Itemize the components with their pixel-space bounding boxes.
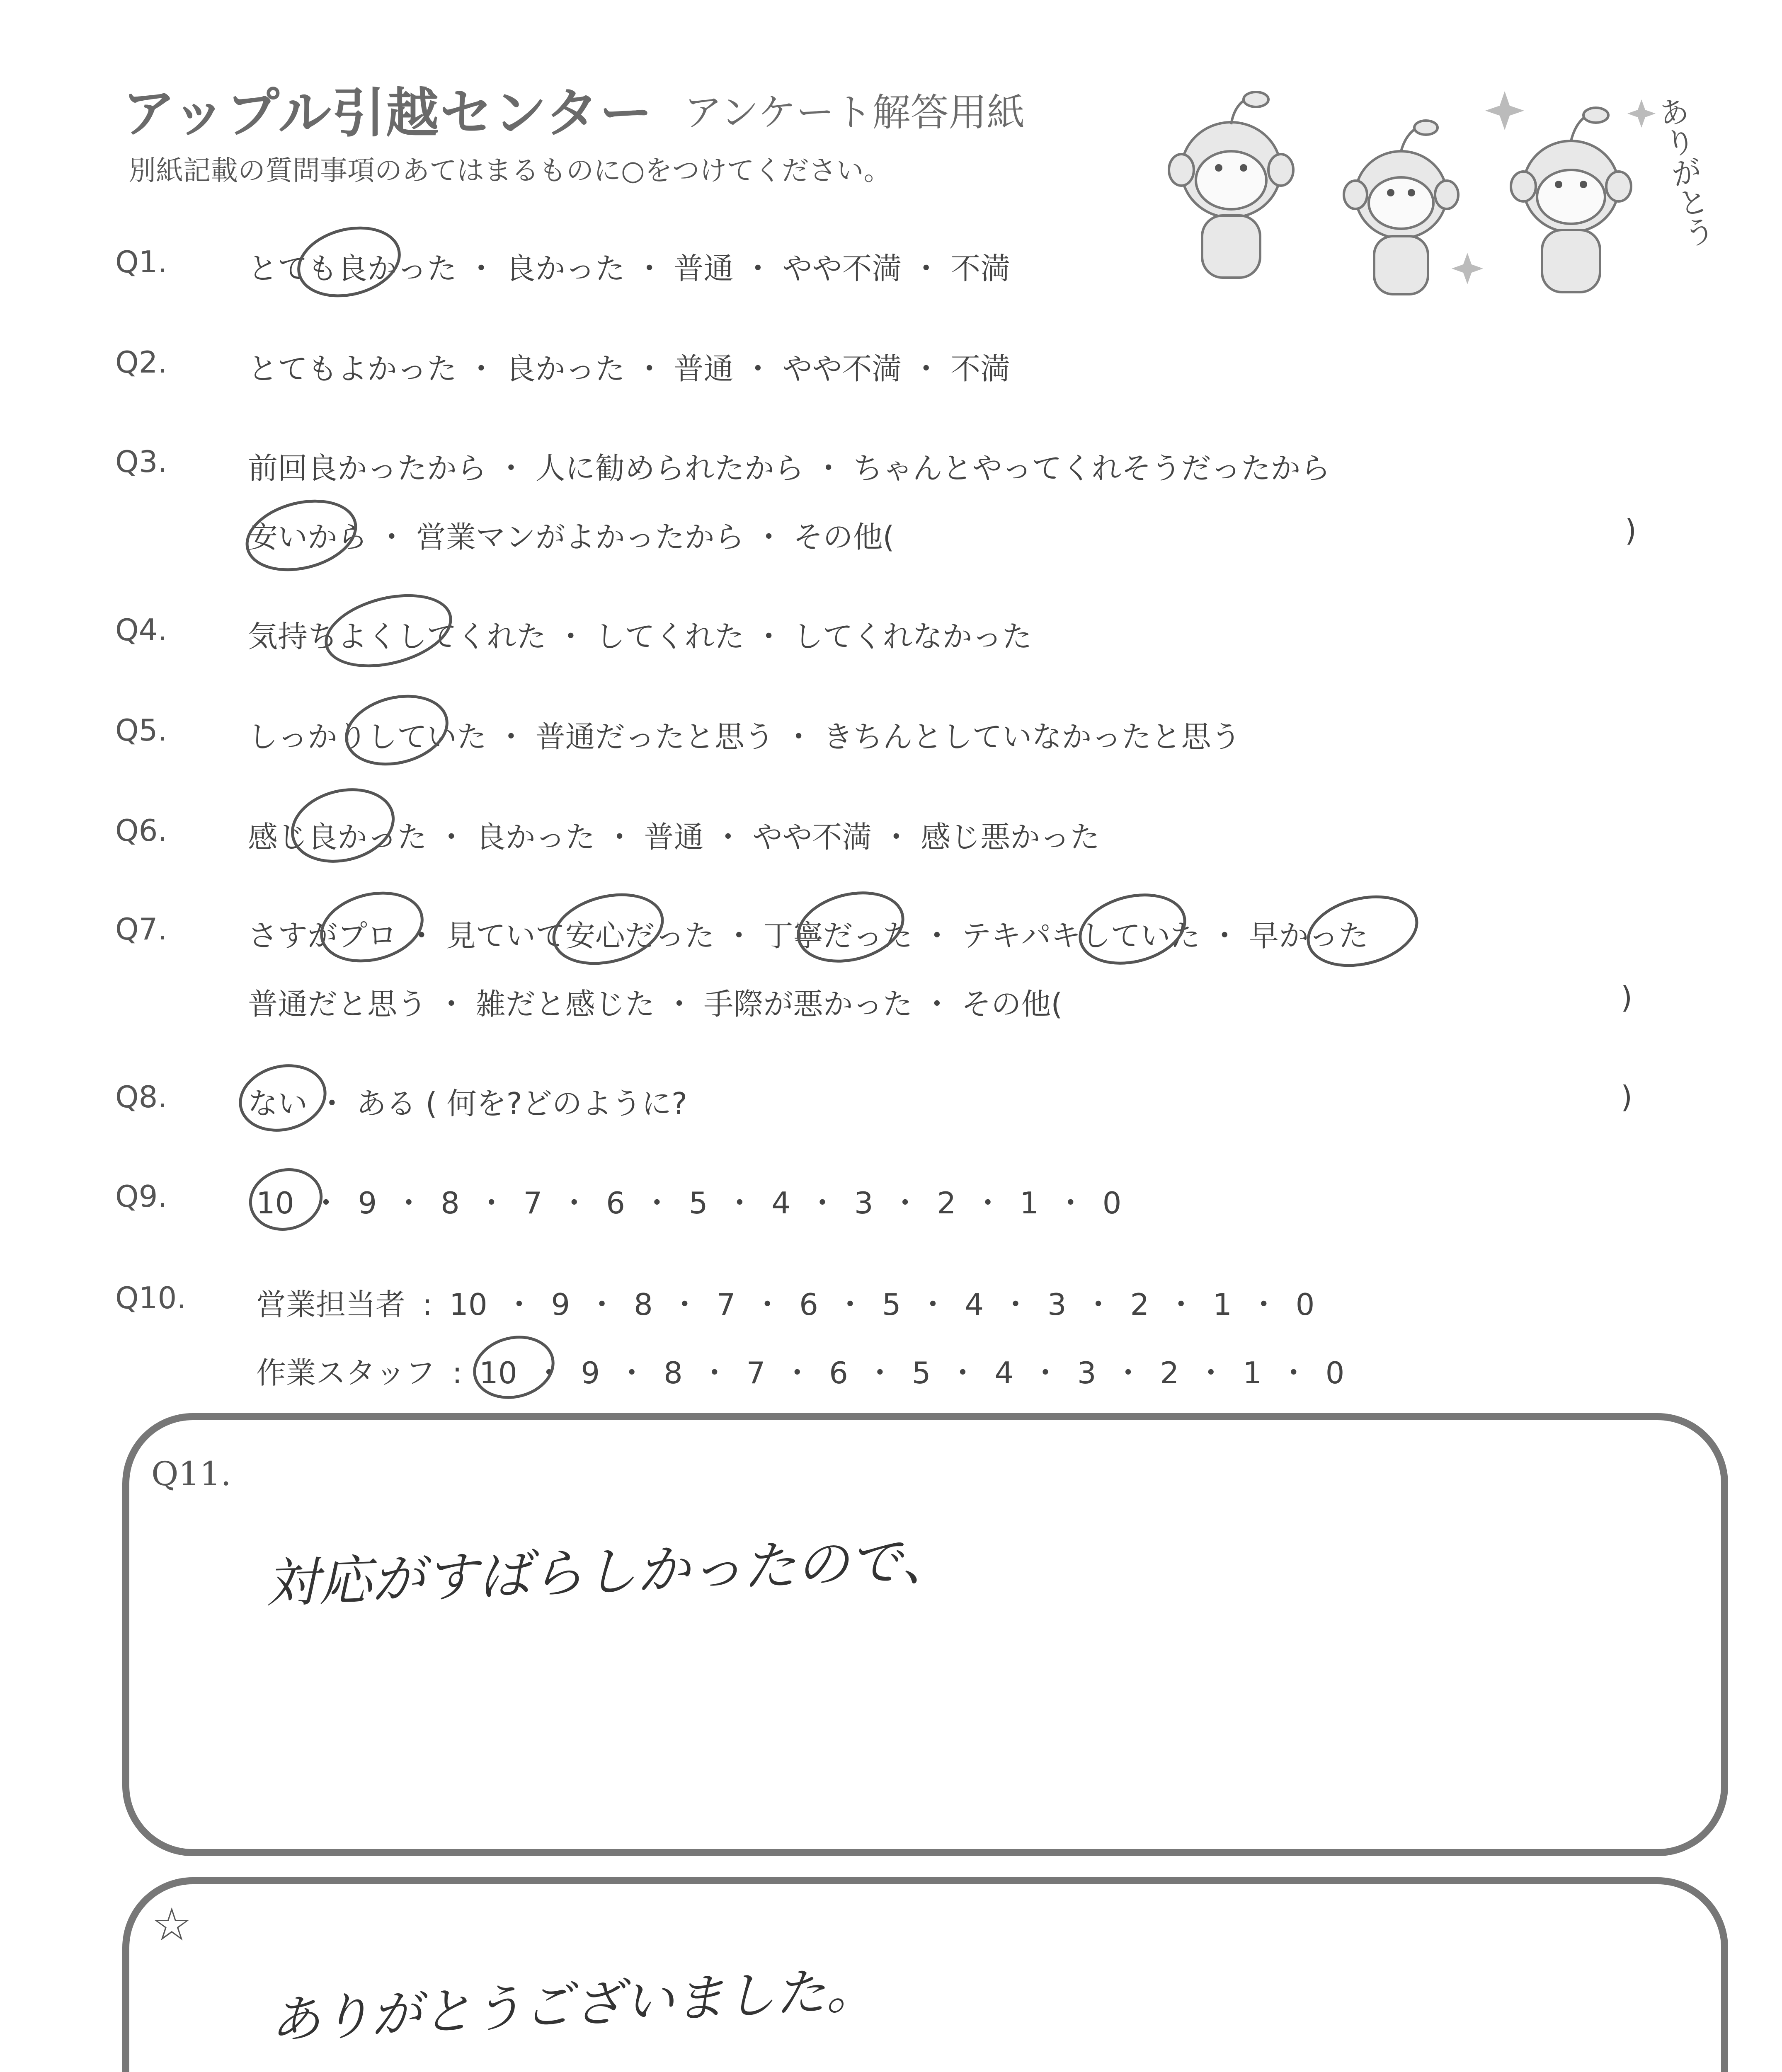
answer-circle-q7-tekipaki bbox=[1071, 883, 1194, 975]
q8-close-paren: ) bbox=[1621, 1080, 1633, 1114]
answer-circle-q7-pro bbox=[313, 881, 431, 973]
form-subtitle: アンケート解答用紙 bbox=[684, 90, 1025, 135]
answer-circle-q3 bbox=[238, 489, 365, 582]
q7-close-paren: ) bbox=[1621, 980, 1633, 1015]
mascot-illustration bbox=[1152, 75, 1700, 307]
q1-number: Q1. bbox=[115, 244, 167, 279]
q6-number: Q6. bbox=[115, 813, 167, 848]
q3-number: Q3. bbox=[115, 444, 167, 479]
q3-options-line2[interactable]: 安いから ・ 営業マンがよかったから ・ その他( bbox=[248, 520, 895, 554]
q4-number: Q4. bbox=[115, 612, 167, 647]
answer-circle-q7-hayakatta bbox=[1299, 884, 1426, 978]
q7-options-line1[interactable]: さすがプロ ・ 見ていて安心だった ・ 丁寧だった ・ テキパキしていた ・ 早かった bbox=[248, 918, 1369, 953]
q7-number: Q7. bbox=[115, 912, 167, 946]
answer-circle-q10-staff bbox=[466, 1327, 561, 1407]
answer-circle-q1 bbox=[290, 216, 408, 308]
mascot-thanks-text: ありがとう bbox=[1651, 93, 1718, 251]
q4-options[interactable]: 気持ちよくしてくれた ・ してくれた ・ してくれなかった bbox=[248, 619, 1032, 654]
answer-circle-q7-teinei bbox=[789, 881, 912, 973]
q5-options[interactable]: しっかりしていた ・ 普通だったと思う ・ きちんとしていなかったと思う bbox=[248, 719, 1241, 754]
q10-number: Q10. bbox=[115, 1280, 187, 1315]
q1-options[interactable]: とても良かった ・ 良かった ・ 普通 ・ やや不満 ・ 不満 bbox=[248, 251, 1011, 286]
answer-circle-q7-anshin bbox=[545, 882, 672, 975]
answer-circle-q8 bbox=[232, 1055, 334, 1140]
star-icon: ☆ bbox=[151, 1898, 192, 1951]
answer-circle-q5 bbox=[337, 685, 456, 776]
q11-answer-box[interactable] bbox=[122, 1413, 1728, 1856]
q3-close-paren: ) bbox=[1625, 513, 1637, 548]
q8-number: Q8. bbox=[115, 1080, 167, 1114]
q9-options[interactable]: 10 ・ 9 ・ 8 ・ 7 ・ 6 ・ 5 ・ 4 ・ 3 ・ 2 ・ 1 ・ 0 bbox=[256, 1186, 1122, 1220]
answer-circle-q4 bbox=[317, 582, 460, 679]
q2-options[interactable]: とてもよかった ・ 良かった ・ 普通 ・ やや不満 ・ 不満 bbox=[248, 351, 1011, 386]
q5-number: Q5. bbox=[115, 713, 167, 748]
q7-options-line2[interactable]: 普通だと思う ・ 雑だと感じた ・ 手際が悪かった ・ その他( bbox=[248, 987, 1063, 1021]
instruction-text: 別紙記載の質問事項のあてはまるものに○をつけてください。 bbox=[128, 155, 891, 186]
answer-circle-q6 bbox=[283, 778, 403, 873]
q3-options-line1[interactable]: 前回良かったから ・ 人に勧められたから ・ ちゃんとやってくれそうだったから bbox=[248, 451, 1331, 486]
answer-circle-q9 bbox=[242, 1161, 330, 1239]
q6-options[interactable]: 感じ良かった ・ 良かった ・ 普通 ・ やや不満 ・ 感じ悪かった bbox=[248, 820, 1100, 854]
q8-options[interactable]: ない ・ ある ( 何を?どのように? bbox=[248, 1086, 688, 1121]
q11-handwritten-answer: 対応がすばらしかったので、 bbox=[264, 1529, 955, 1615]
comment-handwritten-answer: ありがとうございました。 bbox=[268, 1959, 878, 2050]
q11-label: Q11. bbox=[151, 1455, 231, 1493]
form-title: アップル引越センター bbox=[122, 82, 653, 144]
q2-number: Q2. bbox=[115, 345, 167, 380]
q10-staff-options[interactable]: 作業スタッフ : 10 ・ 9 ・ 8 ・ 7 ・ 6 ・ 5 ・ 4 ・ 3 ・ 2 ・ 1 ・ 0 bbox=[256, 1356, 1345, 1390]
q10-sales-options[interactable]: 営業担当者 : 10 ・ 9 ・ 8 ・ 7 ・ 6 ・ 5 ・ 4 ・ 3 ・ 2 ・ 1 ・ 0 bbox=[256, 1287, 1315, 1322]
q9-number: Q9. bbox=[115, 1179, 167, 1214]
